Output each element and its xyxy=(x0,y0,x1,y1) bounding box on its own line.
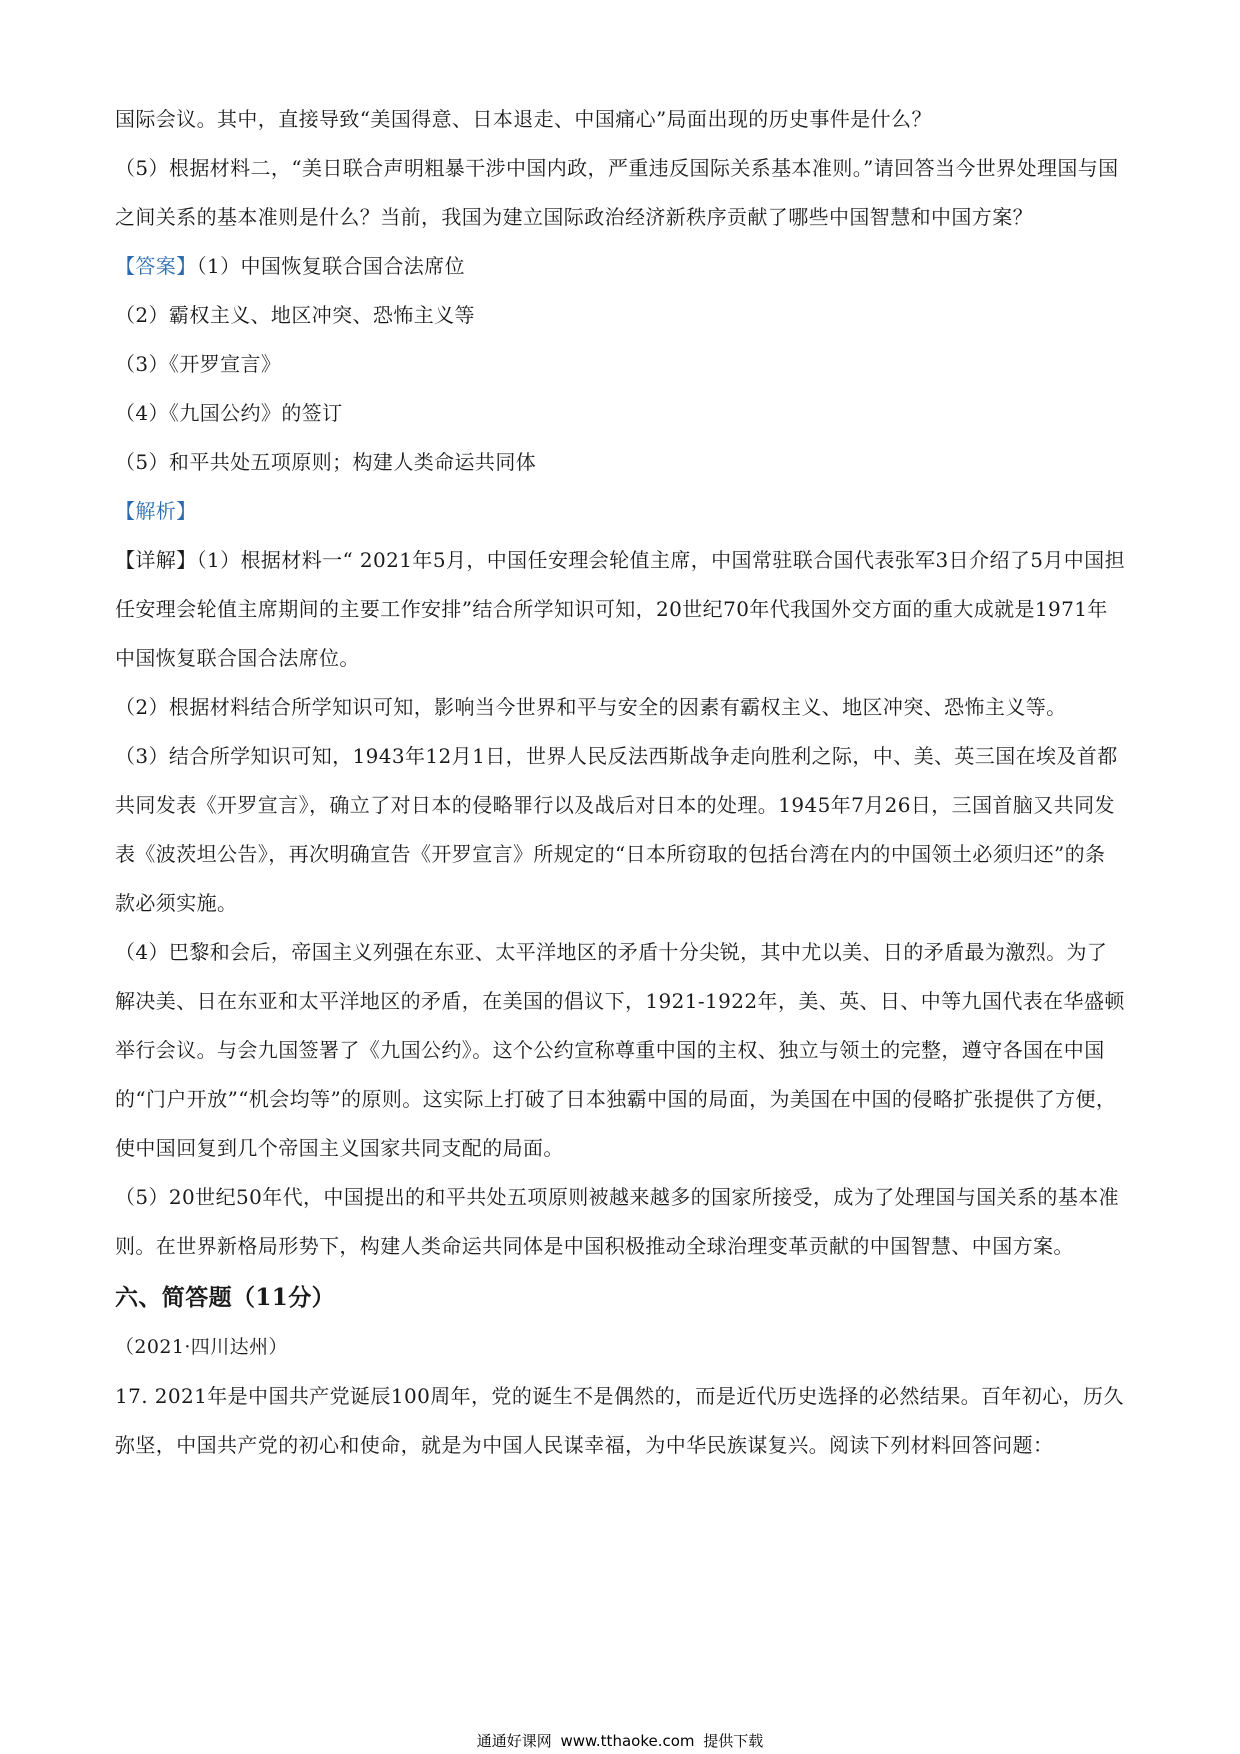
detail-2: （2）根据材料结合所学知识可知，影响当今世界和平与安全的因素有霸权主义、地区冲突、恐怖主义等。 xyxy=(115,695,1067,719)
detail-tag: 【详解】 xyxy=(115,548,197,572)
answer-4: （4）《九国公约》的签订 xyxy=(115,401,343,425)
detail-5: （5）20世纪50年代，中国提出的和平共处五项原则被越来越多的国家所接受，成为了处理国与国关系的基本准则。在世界新格局形势下，构建人类命运共同体是中国积极推动全球治理变革贡献的中国智慧、中国方案。 xyxy=(115,1185,1120,1258)
question-continuation: 国际会议。其中，直接导致“美国得意、日本退走、中国痛心”局面出现的历史事件是什么？ xyxy=(115,107,932,131)
footer-site: 通通好课网 xyxy=(476,1732,552,1750)
footer-url[interactable]: www.tthaoke.com xyxy=(560,1732,695,1750)
section-heading: 六、简答题（11分） xyxy=(115,1284,336,1311)
footer-note: 提供下载 xyxy=(703,1732,764,1750)
answer-5: （5）和平共处五项原则；构建人类命运共同体 xyxy=(115,450,537,474)
detail-3: （3）结合所学知识可知，1943年12月1日，世界人民反法西斯战争走向胜利之际，中、美、英三国在埃及首都共同发表《开罗宣言》，确立了对日本的侵略罪行以及战后对日本的处理。1945年7月26日，三国首脑又共同发表《波茨坦公告》，再次明确宣告《开罗宣言》所规定的“日本所窃取的包括台湾在内的中国领土必须归还”的条款必须实施。 xyxy=(115,744,1118,915)
answer-1 xyxy=(115,242,1125,291)
detail-1-text: （1）根据材料一“ 2021年5月，中国任安理会轮值主席，中国常驻联合国代表张军3日介绍了5月中国担任安理会轮值主席期间的主要工作安排”结合所学知识可知，20世纪70年代我国外交方面的重大成就是1971年中国恢复联合国合法席位。 xyxy=(115,548,1125,670)
detail-4: （4）巴黎和会后，帝国主义列强在东亚、太平洋地区的矛盾十分尖锐，其中尤以美、日的矛盾最为激烈。为了解决美、日在东亚和太平洋地区的矛盾，在美国的倡议下，1921-1922年，美、英、日、中等九国代表在华盛顿举行会议。与会九国签署了《九国公约》。这个公约宣称尊重中国的主权、独立与领土的完整，遵守各国在中国的“门户开放”“机会均等”的原则。这实际上打破了日本独霸中国的局面，为美国在中国的侵略扩张提供了方便，使中国回复到几个帝国主义国家共同支配的局面。 xyxy=(115,940,1125,1160)
analysis-heading xyxy=(115,487,1125,536)
answer-tag: 【答案】 xyxy=(115,254,197,278)
detail-1 xyxy=(115,536,1125,683)
answer-2: （2）霸权主义、地区冲突、恐怖主义等 xyxy=(115,303,475,327)
question-17: 17. 2021年是中国共产党诞辰100周年，党的诞生不是偶然的，而是近代历史选择的必然结果。百年初心，历久弥坚，中国共产党的初心和使命，就是为中国人民谋幸福，为中华民族谋复兴。阅读下列材料回答问题： xyxy=(115,1384,1124,1457)
question-source: （2021·四川达州） xyxy=(115,1336,288,1358)
analysis-tag: 【解析】 xyxy=(115,499,197,523)
document-page xyxy=(115,95,1125,1470)
answer-1-text: （1）中国恢复联合国合法席位 xyxy=(196,254,465,278)
answer-3: （3）《开罗宣言》 xyxy=(115,352,282,376)
page-footer xyxy=(0,1730,1240,1751)
question-5: （5）根据材料二，“美日联合声明粗暴干涉中国内政，严重违反国际关系基本准则。”请回答当今世界处理国与国之间关系的基本准则是什么？当前，我国为建立国际政治经济新秩序贡献了哪些中国智慧和中国方案？ xyxy=(115,156,1119,229)
